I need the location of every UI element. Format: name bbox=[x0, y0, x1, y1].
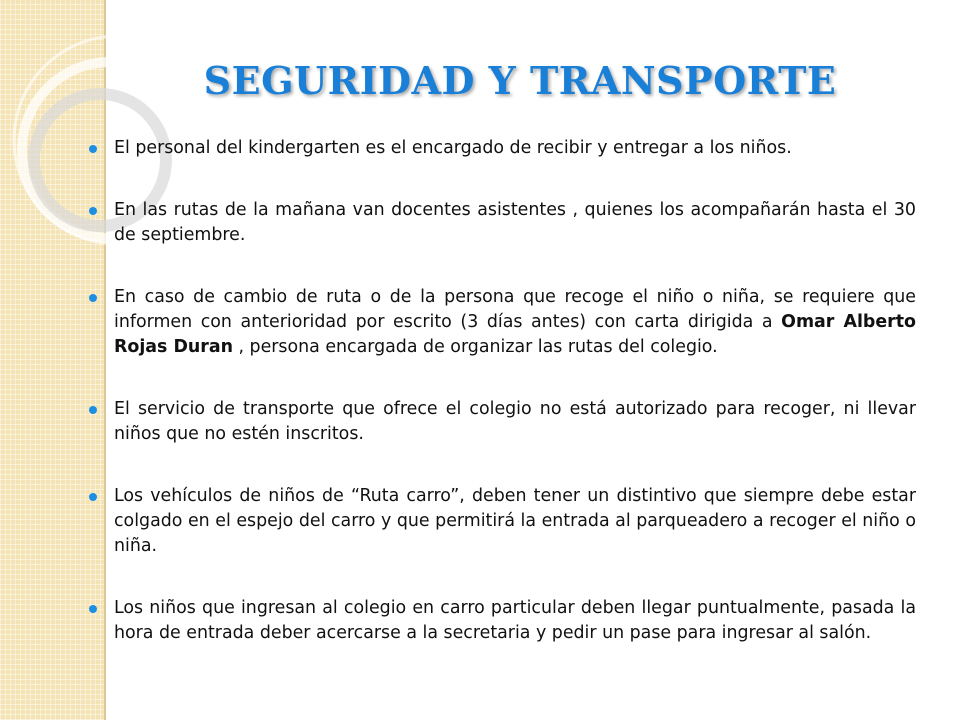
bullet-text: El servicio de transporte que ofrece el colegio no está autorizado para recoger, ni llevar niños que no estén inscritos. bbox=[114, 399, 916, 444]
bullet-text-after: , persona encargada de organizar las rutas del colegio. bbox=[232, 337, 718, 357]
bullet-item bbox=[86, 285, 916, 360]
round-dot-icon bbox=[89, 294, 97, 302]
bullet-item bbox=[86, 136, 916, 161]
round-dot-icon bbox=[89, 145, 97, 153]
slide-title: SEGURIDAD Y TRANSPORTE bbox=[203, 58, 837, 103]
bullet-text-before: En caso de cambio de ruta o de la persona que recoge el niño o niña, se requiere que informen con anterioridad por escrito (3 días antes) con carta dirigida a bbox=[114, 287, 916, 332]
bullet-text: En las rutas de la mañana van docentes asistentes , quienes los acompañarán hasta el 30 de septiembre. bbox=[114, 200, 916, 245]
round-dot-icon bbox=[89, 406, 97, 414]
round-dot-icon bbox=[89, 493, 97, 501]
bullet-text: El personal del kindergarten es el encargado de recibir y entregar a los niños. bbox=[114, 138, 792, 158]
bullet-item bbox=[86, 484, 916, 559]
slide-content bbox=[86, 136, 916, 683]
contact-name: Omar Alberto Rojas Duran bbox=[114, 312, 916, 357]
round-dot-icon bbox=[89, 605, 97, 613]
bullet-text: Los vehículos de niños de “Ruta carro”, deben tener un distintivo que siempre debe estar colgado en el espejo del carro y que permitirá la entrada al parqueadero a recoger el niño o niña. bbox=[114, 486, 916, 556]
bullet-text: Los niños que ingresan al colegio en carro particular deben llegar puntualmente, pasada la hora de entrada deber acercarse a la secretaria y pedir un pase para ingresar al salón. bbox=[114, 598, 916, 643]
bullet-list bbox=[86, 136, 916, 646]
bullet-item bbox=[86, 397, 916, 447]
bullet-item bbox=[86, 596, 916, 646]
round-dot-icon bbox=[89, 207, 97, 215]
bullet-item bbox=[86, 198, 916, 248]
